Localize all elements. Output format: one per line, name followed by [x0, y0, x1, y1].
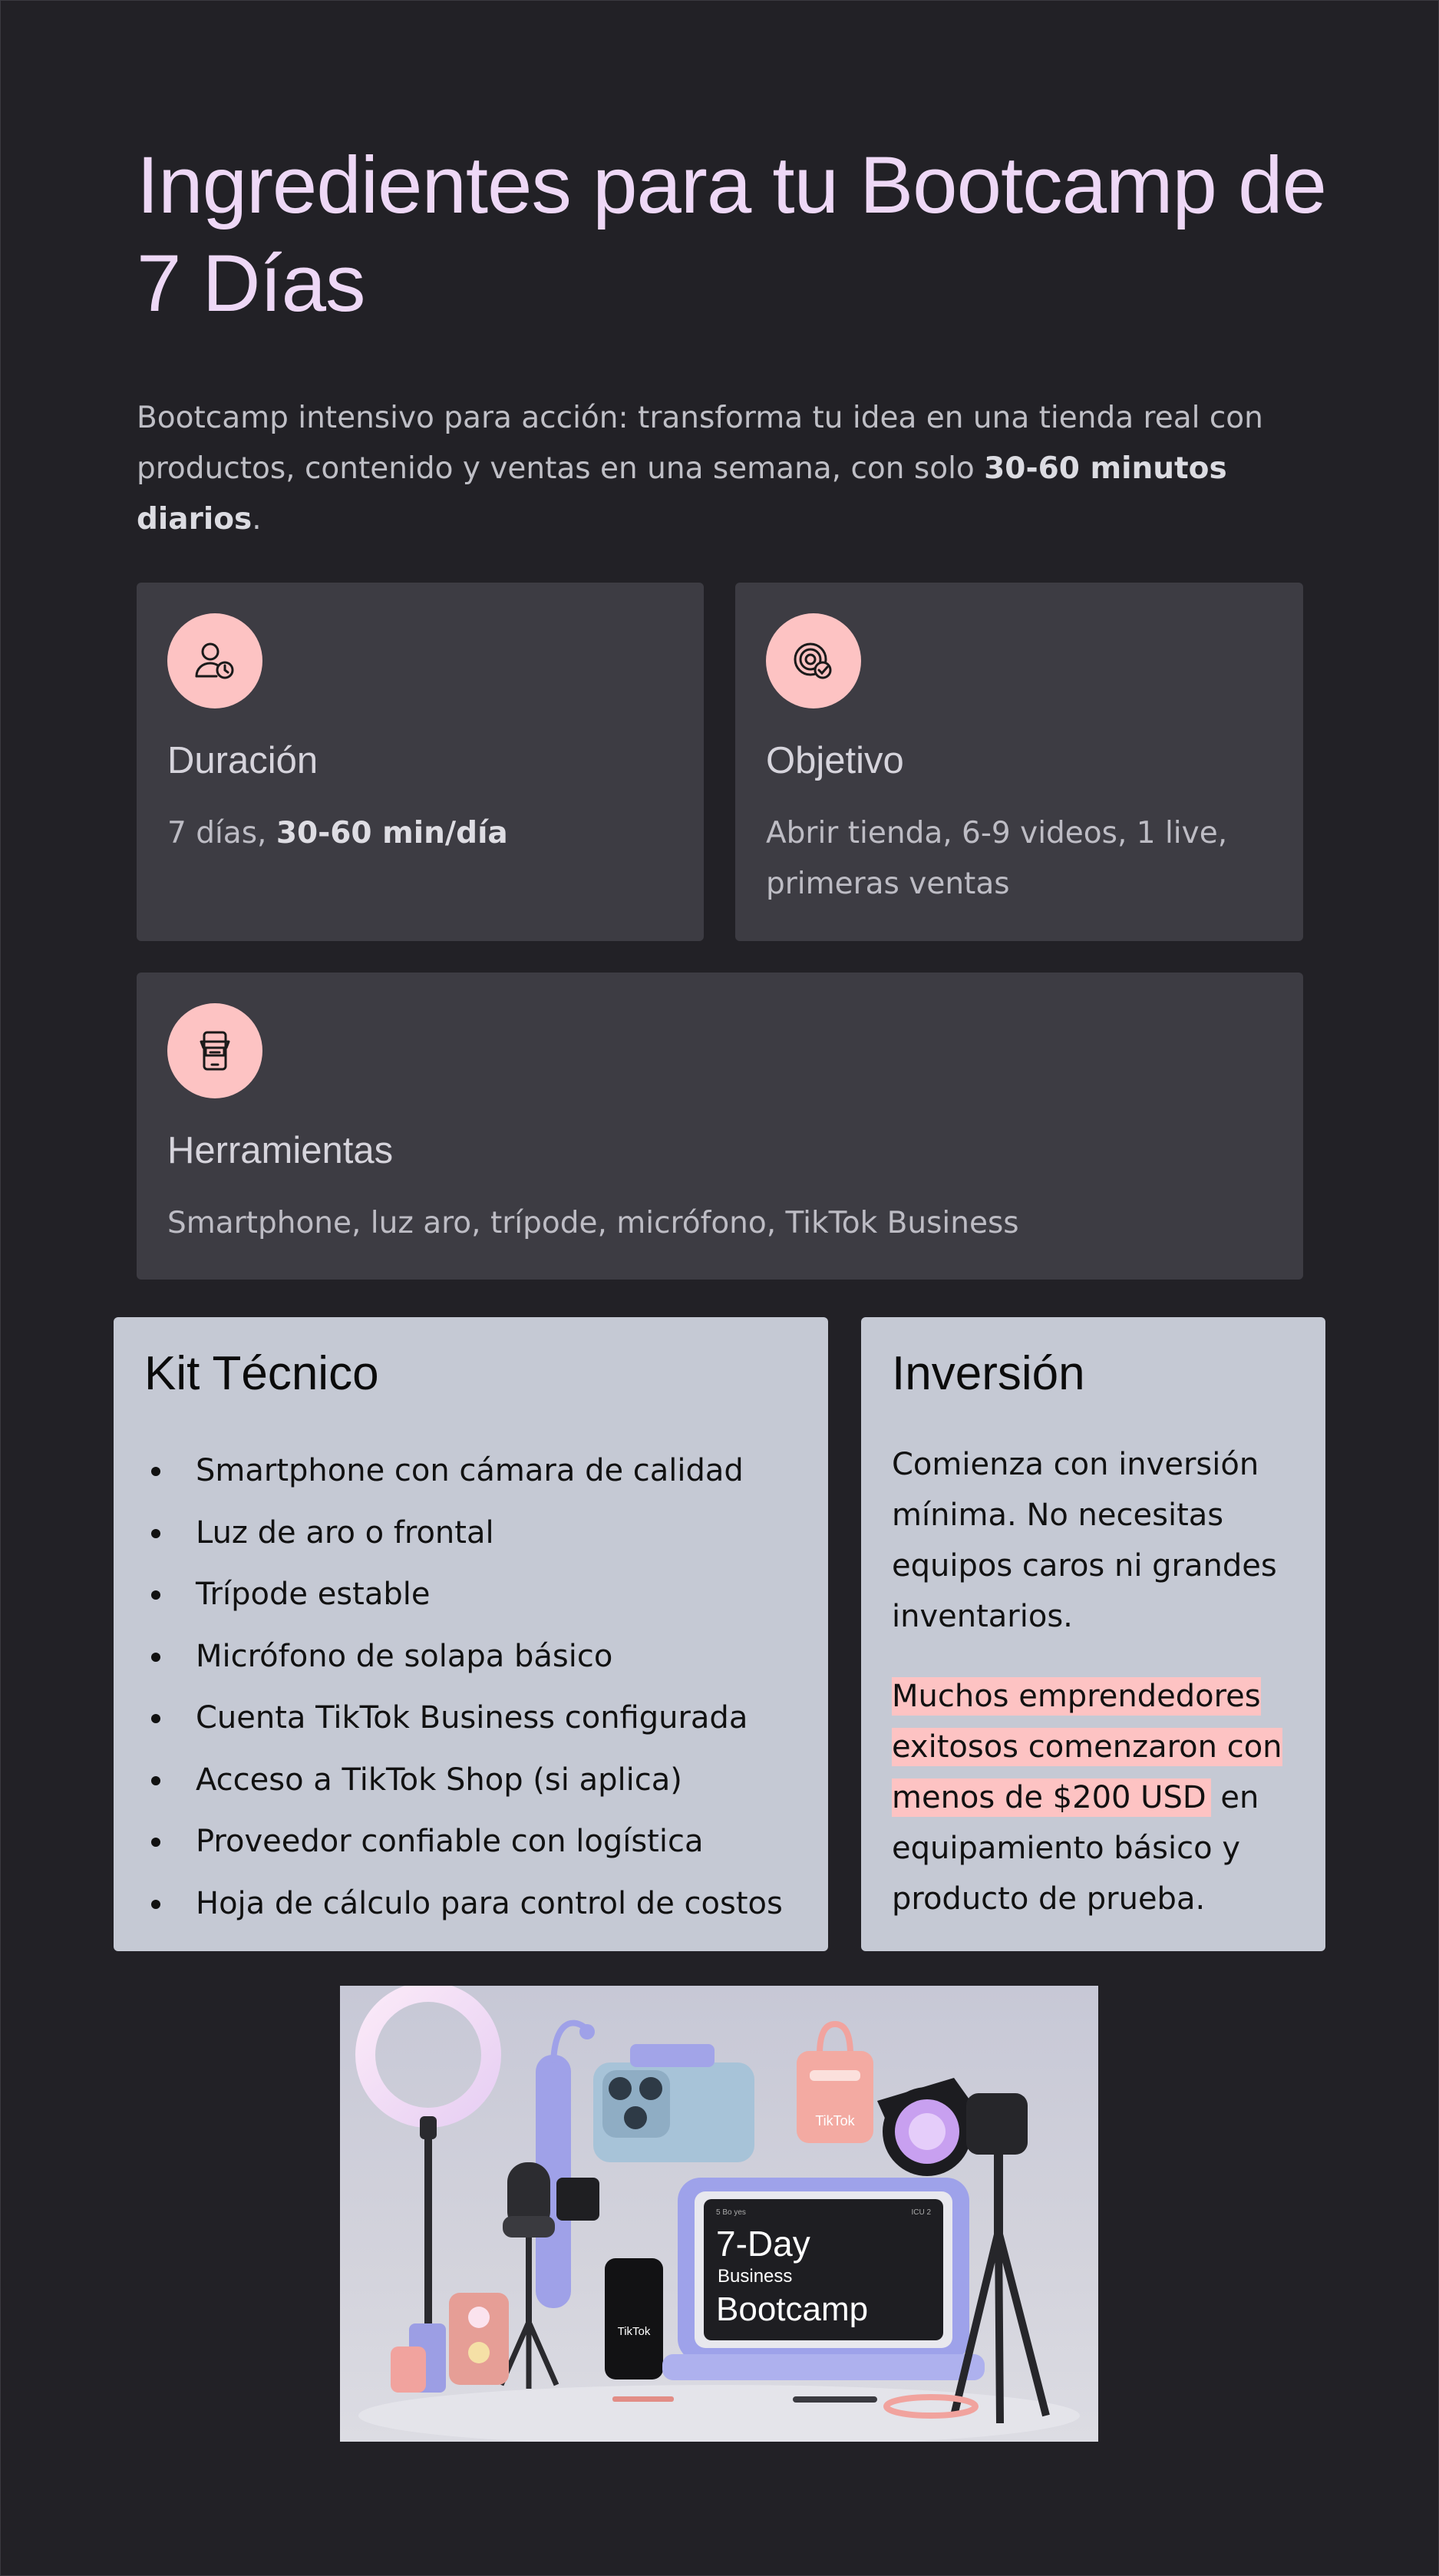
kit-item: Acceso a TikTok Shop (si aplica) — [144, 1749, 783, 1811]
kit-item: Micrófono de solapa básico — [144, 1626, 783, 1688]
card-title: Objetivo — [766, 740, 904, 781]
kit-item: Cuenta TikTok Business configurada — [144, 1687, 783, 1749]
store-phone-icon — [167, 1003, 262, 1098]
card-text: Abrir tienda, 6-9 videos, 1 live, primeras ventas — [766, 816, 1228, 901]
tablet-icon — [662, 2178, 985, 2380]
kit-item: Luz de aro o frontal — [144, 1502, 783, 1564]
duration-bold: 30-60 min/día — [276, 816, 508, 850]
svg-text:7-Day: 7-Day — [716, 2224, 810, 2264]
intro-bold: 30-60 minutos diarios — [137, 451, 1227, 537]
investment-tail: en equipamiento básico y producto de prueba. — [892, 1780, 1259, 1917]
intro-paragraph — [137, 393, 1311, 545]
page-title: Ingredientes para tu Bootcamp de 7 Días — [137, 140, 1326, 329]
investment-title: Inversión — [892, 1347, 1085, 1400]
card-goal — [735, 583, 1303, 941]
kit-item: Proveedor confiable con logística — [144, 1811, 783, 1873]
card-tools — [137, 973, 1303, 1280]
svg-text:Business: Business — [718, 2266, 793, 2287]
intro-tail: . — [252, 502, 262, 537]
user-clock-icon — [167, 613, 262, 708]
intro-lead: Bootcamp intensivo para acción: transforma tu idea en una tienda real con productos, contenido y ventas en una semana, con solo — [137, 401, 1263, 486]
bootcamp-illustration — [340, 1986, 1098, 2442]
investment-box — [861, 1317, 1325, 1951]
investment-highlight-paragraph — [892, 1671, 1322, 1924]
kit-box — [114, 1317, 828, 1951]
smartphone-icon — [593, 2044, 754, 2162]
kit-item: Hoja de cálculo para control de costos — [144, 1873, 783, 1935]
svg-text:TikTok: TikTok — [815, 2113, 855, 2129]
svg-text:TikTok: TikTok — [617, 2325, 651, 2338]
svg-text:Bootcamp: Bootcamp — [716, 2290, 869, 2328]
kit-item: Trípode estable — [144, 1564, 783, 1626]
duration-lead: 7 días, — [167, 816, 276, 850]
target-check-icon — [766, 613, 861, 708]
svg-text:5 Bo yes: 5 Bo yes — [716, 2208, 746, 2217]
shopping-bag-icon — [797, 2024, 873, 2143]
card-title: Duración — [167, 740, 318, 781]
kit-item: Smartphone con cámara de calidad — [144, 1440, 783, 1502]
card-text: Smartphone, luz aro, trípode, micrófono, TikTok Business — [167, 1206, 1019, 1240]
card-text — [167, 808, 674, 859]
kit-title: Kit Técnico — [144, 1347, 379, 1400]
kit-list — [144, 1440, 783, 1934]
card-duration — [137, 583, 704, 941]
investment-paragraph: Comienza con inversión mínima. No necesitas equipos caros ni grandes inventarios. — [892, 1447, 1277, 1634]
svg-text:ICU 2: ICU 2 — [911, 2208, 931, 2217]
investment-highlight: Muchos emprendedores exitosos comenzaron con menos de $200 USD — [892, 1679, 1282, 1815]
card-title: Herramientas — [167, 1130, 394, 1171]
